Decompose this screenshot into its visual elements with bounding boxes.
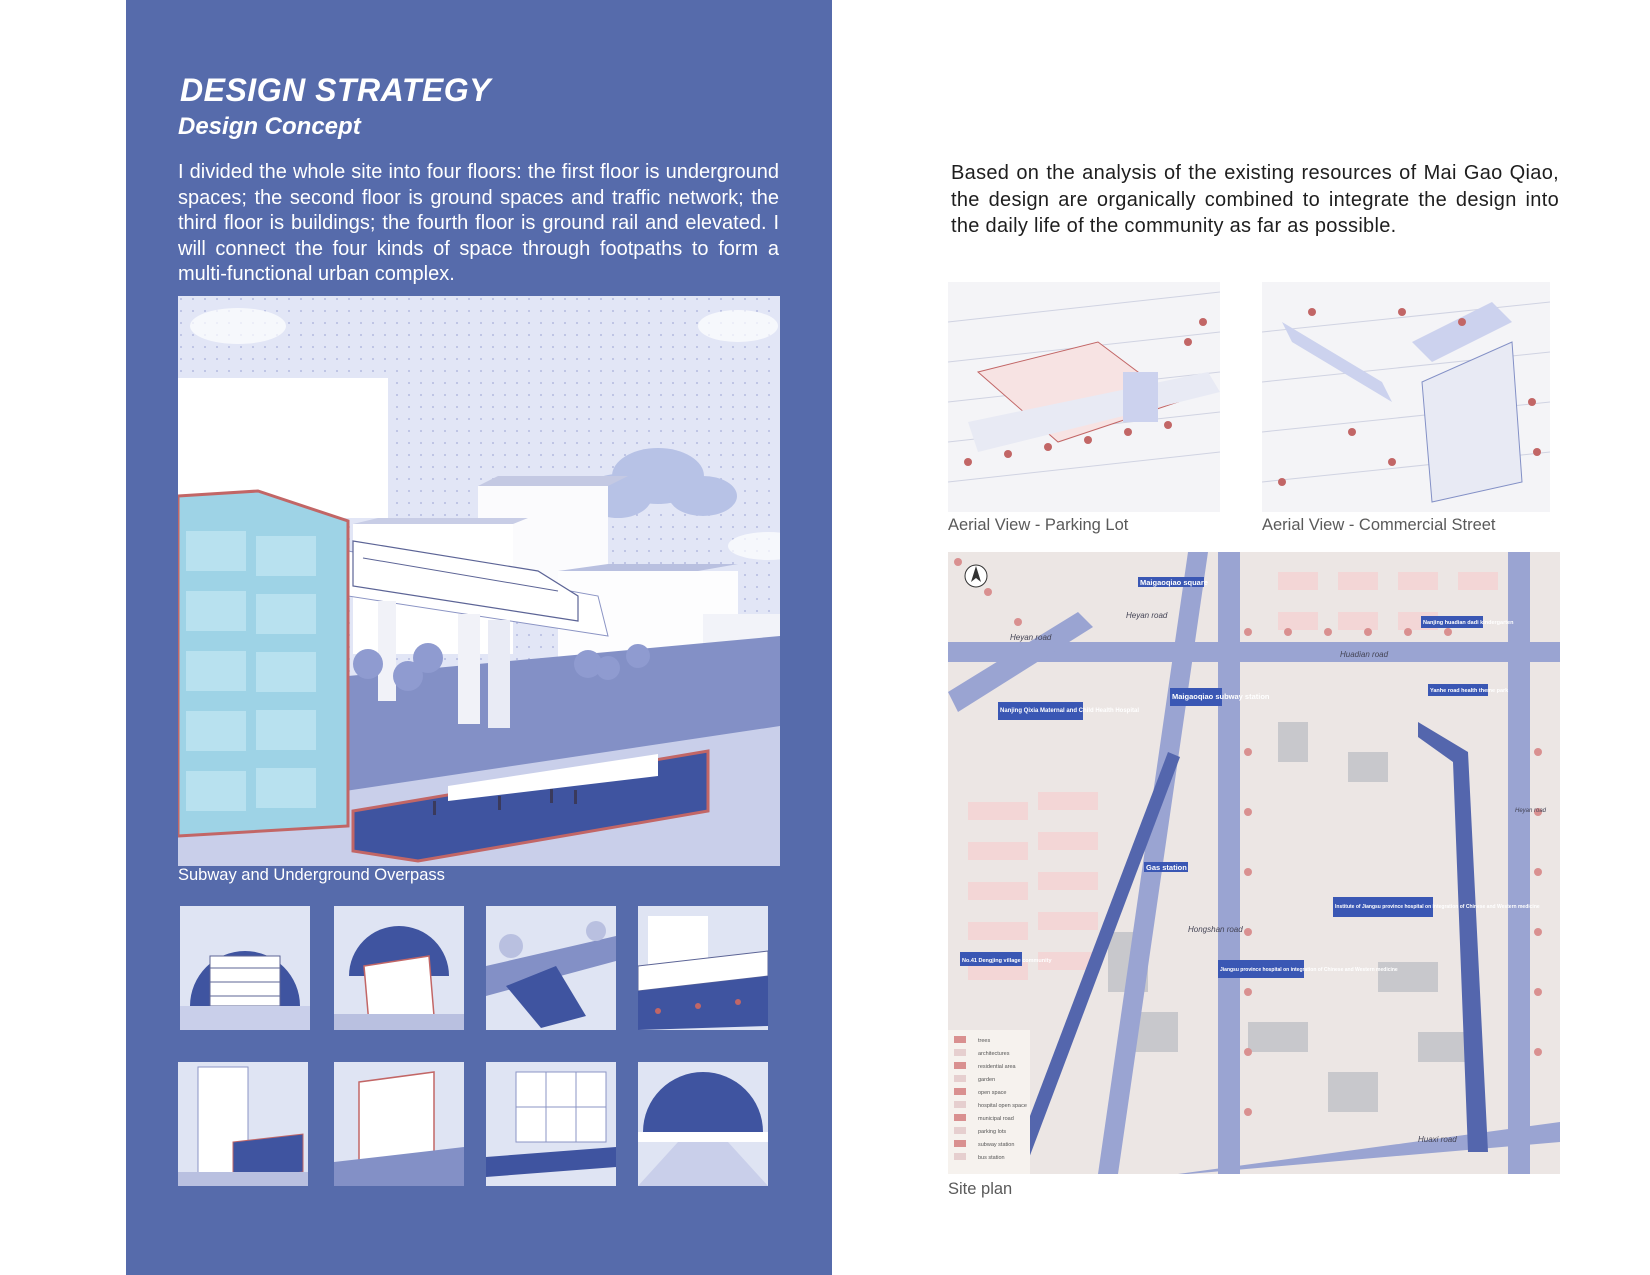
thumbnail-night-platform [638,1062,768,1186]
map-label-gas-station: Gas station [1146,863,1187,872]
thumbnail-stair-bridge [486,906,616,1030]
site-plan-map [948,552,1560,1174]
map-label-heyan-road-east: Heyan road [1515,808,1547,814]
legend-swatch [954,1049,966,1056]
aerial-commercial-caption: Aerial View - Commercial Street [1262,516,1496,534]
map-label-huaxi-road: Huaxi road [1418,1135,1457,1144]
map-label-qixia-hospital: Nanjing Qixia Maternal and Child Health Hospital [1000,708,1140,714]
legend-label: garden [978,1077,996,1083]
aerial-view-commercial-street [1262,282,1550,512]
legend-swatch [954,1101,966,1108]
legend-label: municipal road [978,1116,1014,1122]
legend-label: architectures [978,1051,1010,1057]
aerial-view-parking-lot [948,282,1220,512]
page-subtitle: Design Concept [178,113,361,140]
thumbnail-glass-facade [486,1062,616,1186]
legend-label: subway station [978,1142,1015,1148]
map-label-kindergarten: Nanjing huadian dadi kindergarten [1423,620,1514,626]
map-label-huadian-road: Huadian road [1340,650,1389,659]
legend-label: residential area [978,1064,1016,1070]
legend-swatch [954,1036,966,1043]
map-label-square: Maigaoqiao square [1140,578,1208,587]
map-label-heyan-road: Heyan road [1126,611,1168,620]
legend-label: hospital open space [978,1103,1027,1109]
thumbnail-night-building [180,906,310,1030]
legend-label: parking lots [978,1129,1007,1135]
thumbnail-elevated-walkway [638,906,768,1030]
thumbnail-cube-building [334,1062,464,1186]
legend-swatch [954,1088,966,1095]
site-plan-caption: Site plan [948,1180,1013,1198]
aerial-parking-caption: Aerial View - Parking Lot [948,516,1129,534]
map-label-heyan-road-2: Heyan road [1010,633,1052,642]
intro-paragraph: I divided the whole site into four floors: the first floor is underground spaces; the second floor is ground spaces and traffic network; the third floor is buildings; the fourth floor is ground rail and elevated. I will connect the four kinds of space through footpaths to form a multi-functional urban complex. [178,161,779,285]
legend-label: bus station [978,1155,1005,1161]
hero-caption: Subway and Underground Overpass [178,866,445,884]
legend-swatch [954,1114,966,1121]
thumbnail-tower [178,1062,308,1186]
thumbnail-night-block [334,906,464,1030]
map-label-station: Maigaoqiao subway station [1172,692,1270,701]
map-label-institute: Institute of Jiangsu province hospital on integration of Chinese and Western medicine [1335,904,1540,910]
map-label-dengjing: No.41 Dengjing village community [962,958,1052,964]
left-panel [126,0,832,1275]
legend-swatch [954,1127,966,1134]
page-title: DESIGN STRATEGY [180,72,491,108]
site-analysis-paragraph: Based on the analysis of the existing resources of Mai Gao Qiao, the design are organically combined to integrate the design into the daily life of the community as far as possible. [951,162,1559,237]
legend-swatch [954,1153,966,1160]
map-label-jiangsu-hospital: Jiangsu province hospital on integration of Chinese and Western medicine [1220,967,1398,973]
legend-swatch [954,1075,966,1082]
map-label-hongshan-road: Hongshan road [1188,925,1243,934]
legend-swatch [954,1140,966,1147]
map-label-park: Yanhe road health theme park [1430,688,1509,694]
legend-swatch [954,1062,966,1069]
hero-illustration [178,296,780,866]
legend-label: open space [978,1090,1007,1096]
legend-label: trees [978,1038,991,1044]
